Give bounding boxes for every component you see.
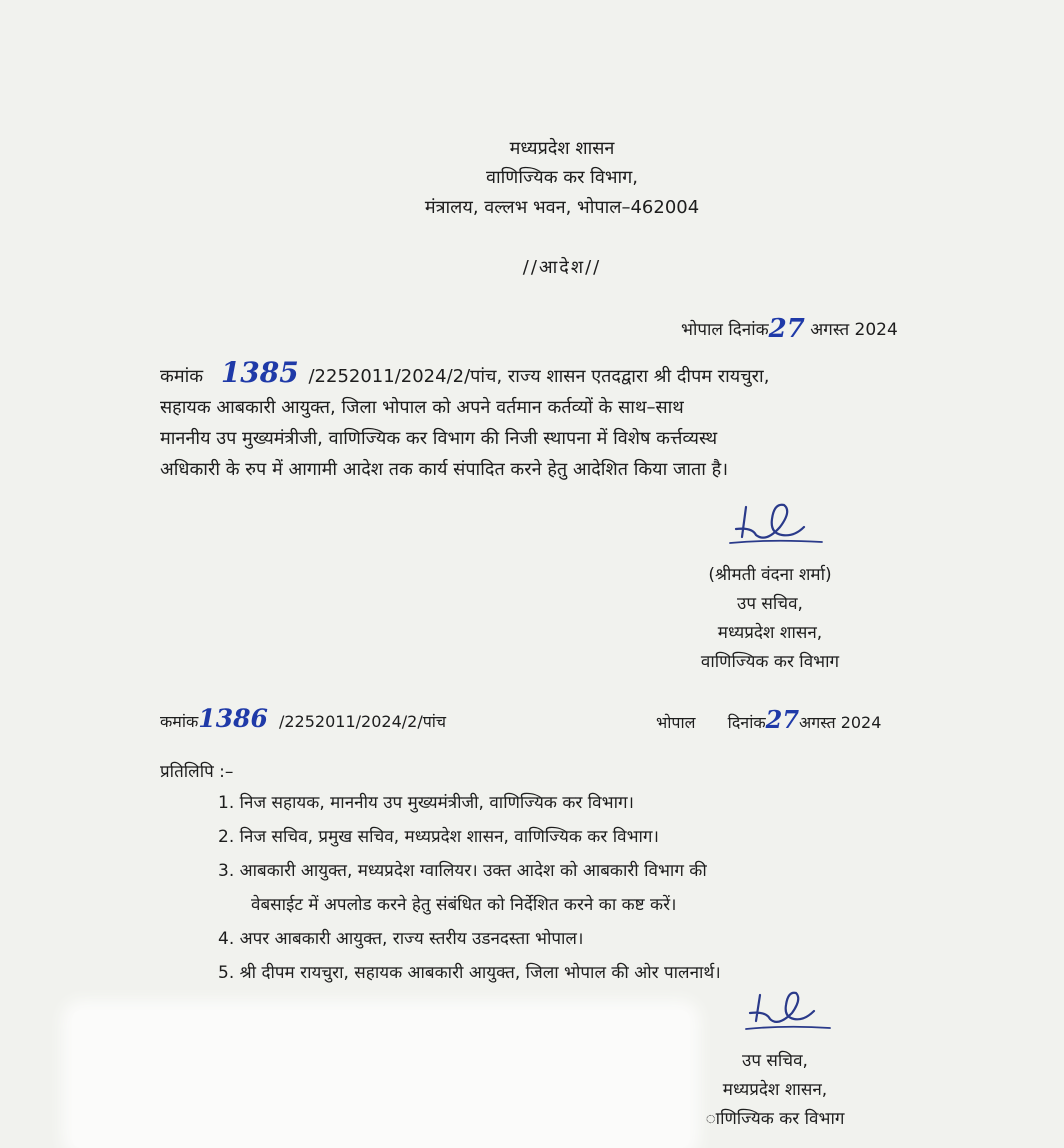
order-line-3: माननीय उप मुख्यमंत्रीजी, वाणिज्यिक कर विभाग की निजी स्थापना में विशेष कर्त्तव्यस्थ [160, 428, 718, 449]
date-prefix: भोपाल दिनांक [681, 320, 769, 340]
handwritten-copy-number: 1386 [198, 704, 268, 733]
copy-item: 1. निज सहायक, माननीय उप मुख्यमंत्रीजी, वाणिज्यिक कर विभाग। [218, 793, 634, 813]
signatory-2-org-2: ाणिज्यिक कर विभाग [705, 1109, 845, 1129]
order-body [160, 357, 960, 485]
order-title: //आदेश// [522, 257, 602, 278]
reference-tail: /2252011/2024/2/पांच, राज्य शासन एतदद्वारा श्री दीपम रायचुरा, [308, 366, 770, 387]
copy-item: 2. निज सचिव, प्रमुख सचिव, मध्यप्रदेश शासन, वाणिज्यिक कर विभाग। [218, 827, 659, 847]
copy-item: 4. अपर आबकारी आयुक्त, राज्य स्तरीय उडनदस्ता भोपाल। [218, 929, 584, 949]
signatory-name: (श्रीमती वंदना शर्मा) [708, 565, 832, 585]
kramank-label-2: कमांक [160, 712, 199, 731]
handwritten-order-number: 1385 [220, 356, 299, 389]
header-government: मध्यप्रदेश शासन [509, 138, 615, 159]
copy-date-prefix: दिनांक [727, 713, 766, 732]
signature-mark-2 [742, 985, 837, 1035]
handwritten-copy-day: 27 [765, 705, 800, 734]
signatory-designation: उप सचिव, [737, 594, 803, 614]
copy-to-label: प्रतिलिपि :– [160, 762, 234, 782]
order-line-2: सहायक आबकारी आयुक्त, जिला भोपाल को अपने वर्तमान कर्तव्यों के साथ–साथ [160, 397, 684, 418]
copy-date-line [656, 705, 881, 734]
copy-to-list [218, 786, 721, 990]
header-department: वाणिज्यिक कर विभाग, [485, 167, 639, 188]
copy-item: 5. श्री दीपम रायचुरा, सहायक आबकारी आयुक्त, जिला भोपाल की ओर पालनार्थ। [218, 963, 721, 983]
order-line-1 [160, 357, 960, 392]
copy-item: 3. आबकारी आयुक्त, मध्यप्रदेश ग्वालियर। उक्त आदेश को आबकारी विभाग की [218, 861, 707, 881]
reference-tail-2: /2252011/2024/2/पांच [278, 712, 447, 731]
order-line-4: अधिकारी के रुप में आगामी आदेश तक कार्य संपादित करने हेतु आदेशित किया जाता है। [160, 459, 729, 480]
signatory-org-2: वाणिज्यिक कर विभाग [700, 652, 840, 672]
copy-place: भोपाल [656, 713, 696, 732]
header-address: मंत्रालय, वल्लभ भवन, भोपाल–462004 [424, 197, 700, 218]
date-line-1 [681, 312, 898, 342]
signatory-2-org-1: मध्यप्रदेश शासन, [722, 1080, 828, 1100]
signature-mark-1 [722, 497, 832, 552]
copy-reference-line [160, 704, 446, 733]
redacted-area [72, 1010, 690, 1148]
handwritten-date-day: 27 [768, 314, 805, 344]
date-suffix: अगस्त 2024 [810, 320, 898, 340]
kramank-label: कमांक [160, 366, 204, 387]
copy-date-suffix: अगस्त 2024 [799, 713, 882, 732]
copy-item-continuation: वेबसाईट में अपलोड करने हेतु संबंधित को निर्देशित करने का कष्ट करें। [251, 895, 677, 915]
signatory-2-designation: उप सचिव, [742, 1051, 808, 1071]
signatory-org-1: मध्यप्रदेश शासन, [717, 623, 823, 643]
